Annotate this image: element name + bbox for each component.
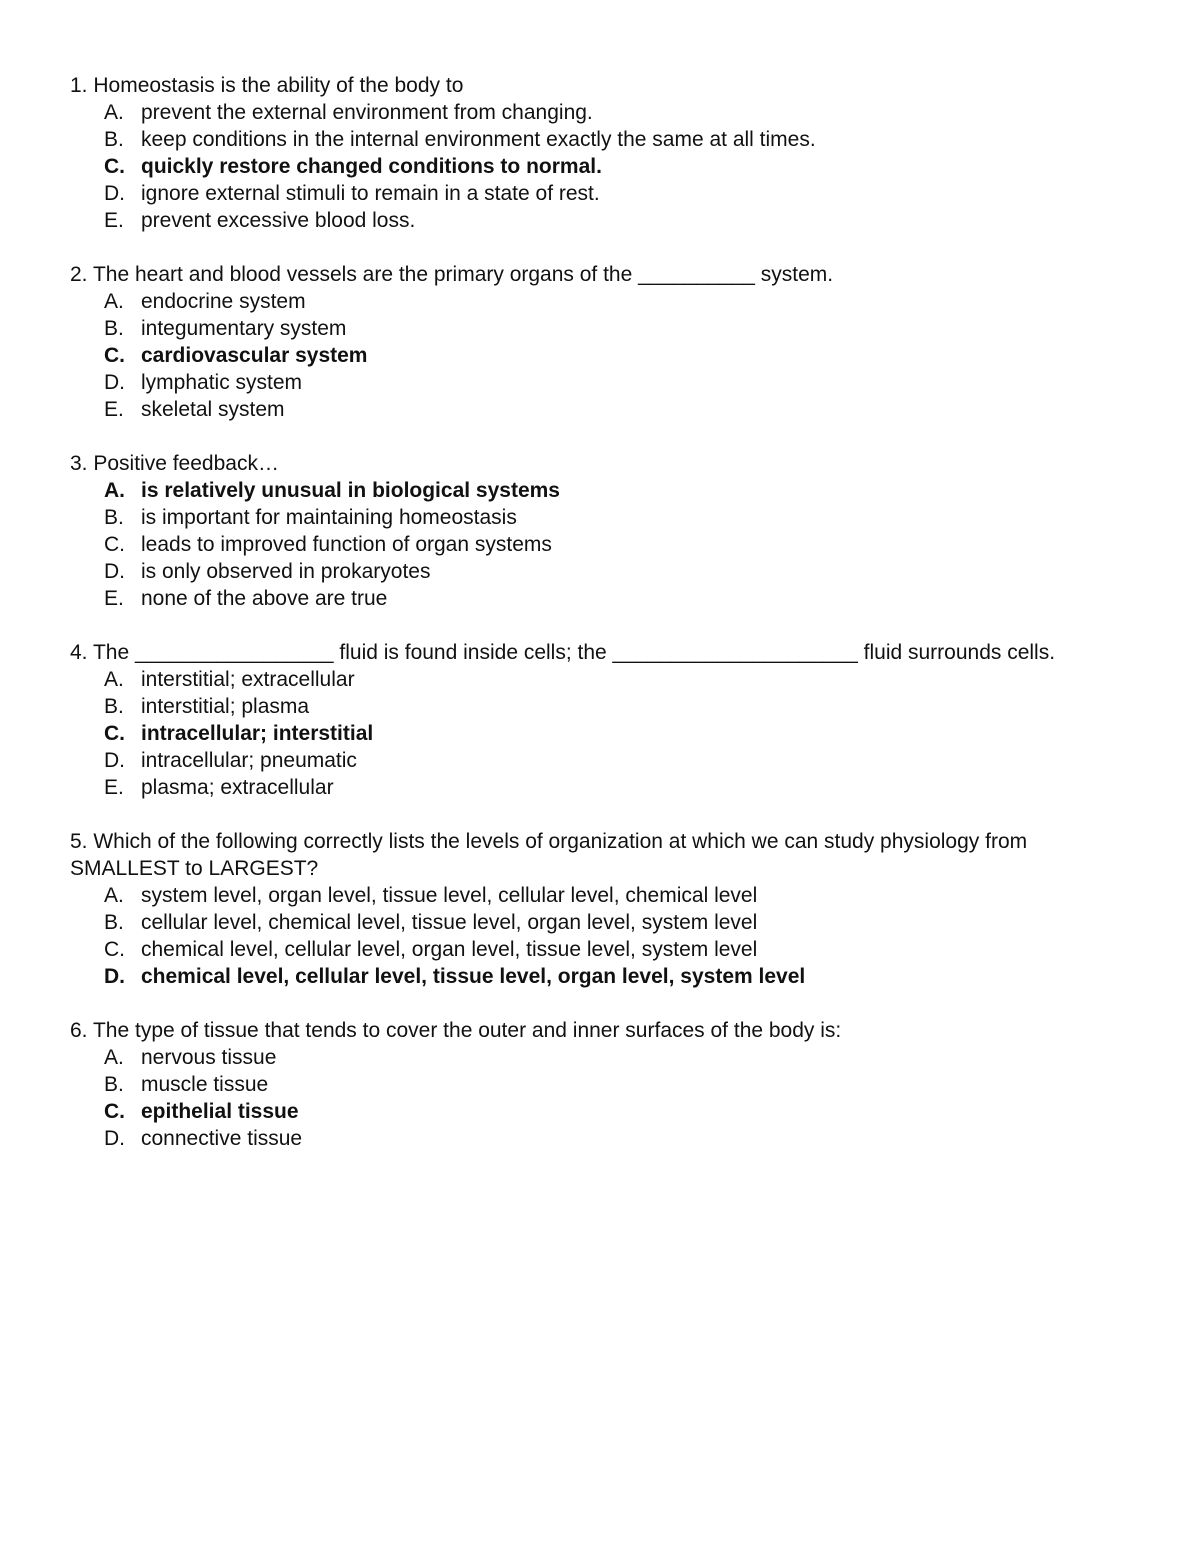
option: [70, 396, 1130, 423]
option-letter: B.: [104, 911, 124, 934]
question-number: 5.: [70, 830, 88, 853]
option-letter: E.: [104, 776, 124, 799]
option-letter: B.: [104, 128, 124, 151]
option: [70, 1071, 1130, 1098]
option-correct: [70, 720, 1130, 747]
question-number: 3.: [70, 452, 88, 475]
option: [70, 1125, 1130, 1152]
option-letter: B.: [104, 695, 124, 718]
quiz-page: [70, 72, 1130, 1179]
option-text: cellular level, chemical level, tissue level, organ level, system level: [141, 911, 758, 934]
option-text: quickly restore changed conditions to normal.: [141, 155, 602, 178]
option-letter: A.: [104, 290, 124, 313]
option-letter: A.: [104, 479, 125, 502]
option-correct: [70, 963, 1130, 990]
option-letter: C.: [104, 1100, 125, 1123]
question-text: The type of tissue that tends to cover the outer and inner surfaces of the body is:: [92, 1019, 842, 1042]
question-number: 6.: [70, 1019, 88, 1042]
option: [70, 369, 1130, 396]
option-correct: [70, 477, 1130, 504]
option-letter: D.: [104, 965, 125, 988]
option: [70, 882, 1130, 909]
option-correct: [70, 342, 1130, 369]
option-text: endocrine system: [141, 290, 306, 313]
option-letter: A.: [104, 884, 124, 907]
option-text: intracellular; pneumatic: [141, 749, 357, 772]
question-text: Which of the following correctly lists the levels of organization at which we can study physiology from SMALLEST to LARGEST?: [70, 830, 1033, 880]
question-1: [70, 72, 1130, 234]
option-text: is only observed in prokaryotes: [141, 560, 431, 583]
option: [70, 909, 1130, 936]
question-6: [70, 1017, 1130, 1152]
option-letter: C.: [104, 155, 125, 178]
option-text: chemical level, cellular level, organ level, tissue level, system level: [141, 938, 758, 961]
option-text: integumentary system: [141, 317, 347, 340]
option-text: plasma; extracellular: [141, 776, 334, 799]
options-list: [70, 99, 1130, 234]
options-list: [70, 666, 1130, 801]
option-text: is relatively unusual in biological systems: [141, 479, 560, 502]
question-stem: [70, 72, 1130, 99]
option-text: prevent the external environment from changing.: [141, 101, 593, 124]
option: [70, 558, 1130, 585]
option-letter: C.: [104, 938, 125, 961]
option-text: skeletal system: [141, 398, 285, 421]
option: [70, 774, 1130, 801]
option-text: chemical level, cellular level, tissue level, organ level, system level: [141, 965, 806, 988]
option-letter: A.: [104, 1046, 124, 1069]
option-text: is important for maintaining homeostasis: [141, 506, 517, 529]
question-number: 2.: [70, 263, 88, 286]
option-text: lymphatic system: [141, 371, 303, 394]
option-letter: A.: [104, 101, 124, 124]
option-letter: B.: [104, 506, 124, 529]
question-3: [70, 450, 1130, 612]
option-text: epithelial tissue: [141, 1100, 299, 1123]
option: [70, 747, 1130, 774]
option-letter: E.: [104, 587, 124, 610]
option-letter: C.: [104, 533, 125, 556]
option-letter: D.: [104, 560, 125, 583]
option-text: leads to improved function of organ systems: [141, 533, 552, 556]
option-correct: [70, 153, 1130, 180]
option-text: ignore external stimuli to remain in a state of rest.: [141, 182, 600, 205]
option-text: intracellular; interstitial: [141, 722, 374, 745]
option-text: muscle tissue: [141, 1073, 269, 1096]
question-5: [70, 828, 1130, 990]
option-letter: C.: [104, 344, 125, 367]
options-list: [70, 882, 1130, 990]
option: [70, 315, 1130, 342]
options-list: [70, 477, 1130, 612]
option: [70, 585, 1130, 612]
option-text: connective tissue: [141, 1127, 303, 1150]
question-text: The _________________ fluid is found inside cells; the _____________________ fluid surrounds cells.: [92, 641, 1056, 664]
option: [70, 99, 1130, 126]
question-stem: [70, 639, 1130, 666]
option-text: cardiovascular system: [141, 344, 368, 367]
question-stem: [70, 1017, 1130, 1044]
option-letter: A.: [104, 668, 124, 691]
option-letter: D.: [104, 749, 125, 772]
option: [70, 207, 1130, 234]
option: [70, 180, 1130, 207]
question-stem: [70, 450, 1130, 477]
option: [70, 1044, 1130, 1071]
option: [70, 288, 1130, 315]
option-text: none of the above are true: [141, 587, 388, 610]
option-text: interstitial; plasma: [141, 695, 310, 718]
option: [70, 531, 1130, 558]
options-list: [70, 288, 1130, 423]
option-letter: B.: [104, 1073, 124, 1096]
question-stem: [70, 261, 1130, 288]
option: [70, 666, 1130, 693]
option: [70, 936, 1130, 963]
question-number: 1.: [70, 74, 88, 97]
option: [70, 126, 1130, 153]
question-text: Homeostasis is the ability of the body to: [93, 74, 464, 97]
question-stem: [70, 828, 1130, 882]
option-text: system level, organ level, tissue level, cellular level, chemical level: [141, 884, 758, 907]
option-letter: E.: [104, 209, 124, 232]
option: [70, 693, 1130, 720]
option-letter: D.: [104, 371, 125, 394]
option-correct: [70, 1098, 1130, 1125]
options-list: [70, 1044, 1130, 1152]
option-letter: E.: [104, 398, 124, 421]
question-text: The heart and blood vessels are the primary organs of the __________ system.: [92, 263, 834, 286]
option-letter: C.: [104, 722, 125, 745]
question-2: [70, 261, 1130, 423]
option-text: interstitial; extracellular: [141, 668, 355, 691]
question-4: [70, 639, 1130, 801]
option-text: prevent excessive blood loss.: [141, 209, 416, 232]
option-text: keep conditions in the internal environment exactly the same at all times.: [141, 128, 816, 151]
option-letter: D.: [104, 1127, 125, 1150]
option-letter: D.: [104, 182, 125, 205]
option: [70, 504, 1130, 531]
question-text: Positive feedback…: [93, 452, 279, 475]
question-number: 4.: [70, 641, 88, 664]
option-text: nervous tissue: [141, 1046, 277, 1069]
option-letter: B.: [104, 317, 124, 340]
